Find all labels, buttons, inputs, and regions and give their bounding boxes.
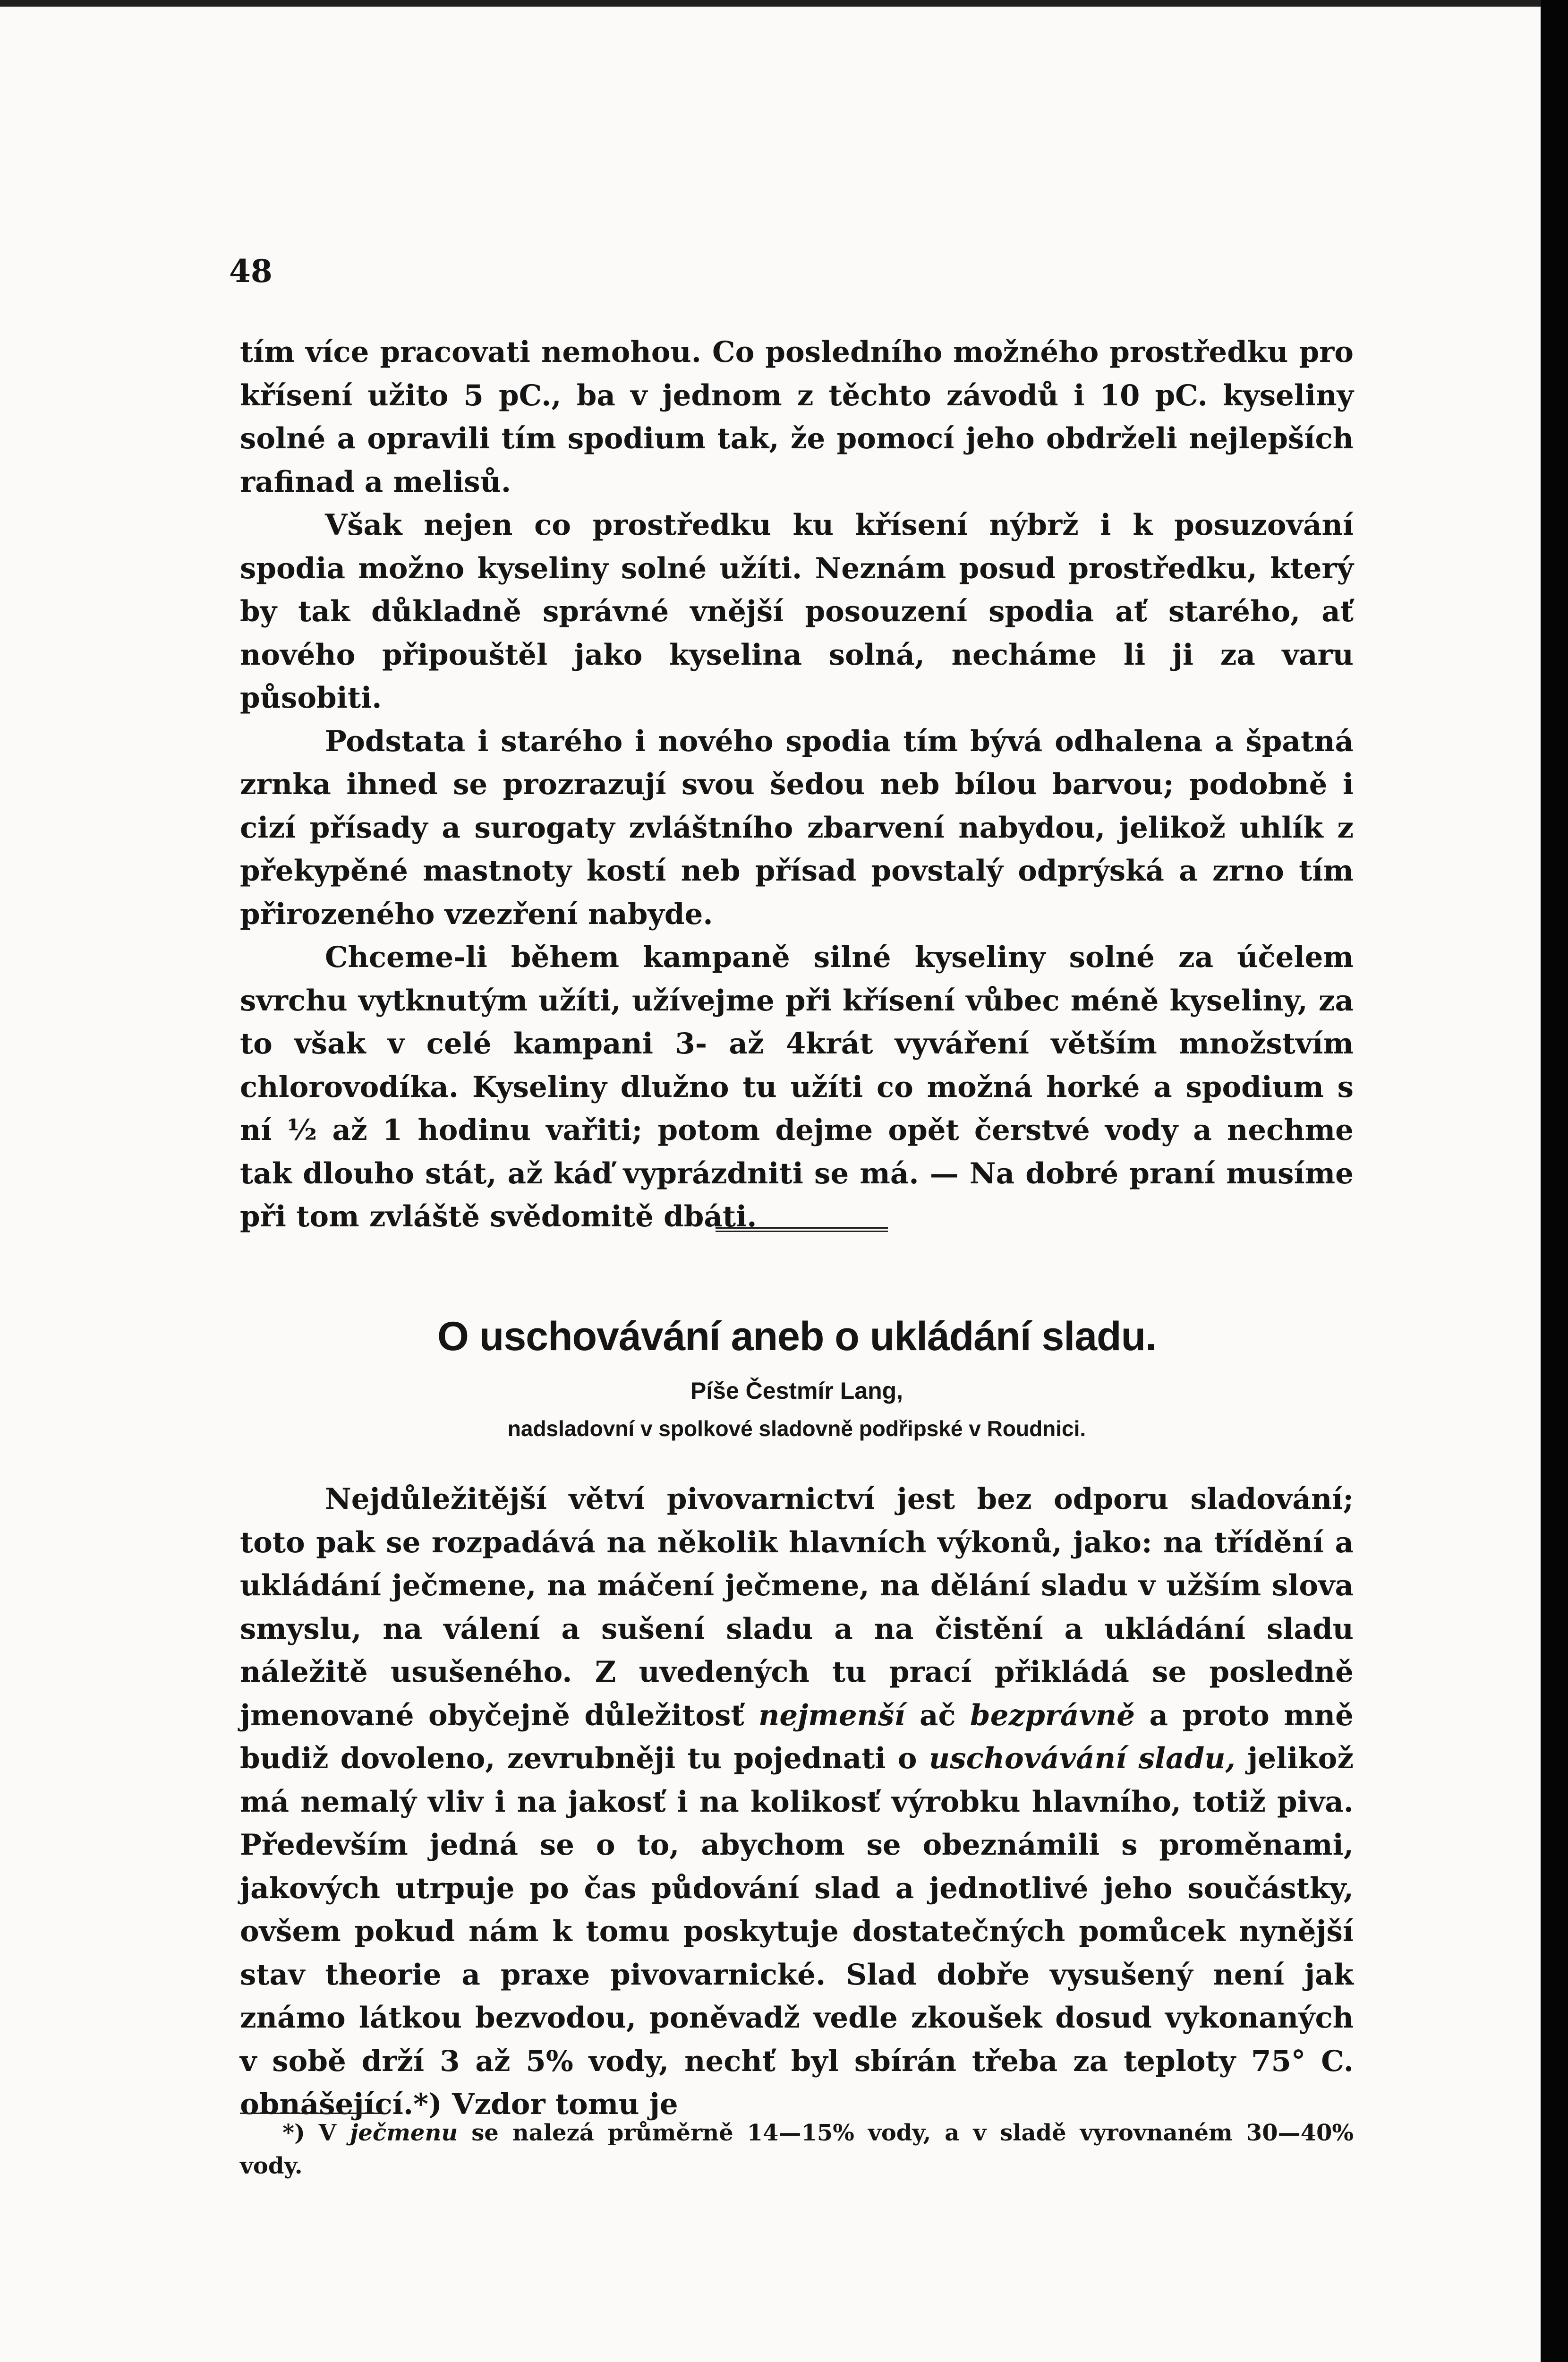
- emphasis: ječmenu: [350, 2120, 458, 2146]
- emphasis: bezprávně: [970, 1698, 1135, 1732]
- emphasis: nejmenší: [758, 1698, 905, 1732]
- paragraph: Chceme-li během kampaně silné kyseliny solné za účelem svrchu vytknutým užíti, užívejme při křísení vůbec méně kyseliny, za to však v celé kampani 3- až 4krát vyváření větším množstvím chlorovodíka. Kyseliny dlužno tu užíti co možná horké a spodium s ní ½ až 1 hodinu vařiti; potom dejme opět čerstvé vody a nechme tak dlouho stát, až káď vyprázdniti se má. — Na dobré praní musíme při tom zvláště svědomitě dbáti.: [240, 941, 1354, 1233]
- text-run: a proto mně budiž dovoleno, zevrubněji tu pojednati o: [240, 1698, 1354, 1775]
- text-run: jelikož má nemalý vliv i na jakosť i na kolikosť výrobku hlavního, totiž piva. Především jedná se o to, abychom se obeznámili s proměnami, jakových utrpuje po čas půdování slad a jednotlivé jeho součástky, ovšem pokud nám k tomu poskytuje dostatečných pomůcek nynější stav theorie a praxe pivovarnické. Slad dobře vysušený není jak známo látkou bezvodou, poněvadž vedle zkoušek dosud vykonaných v sobě drží 3 až 5% vody, nechť byl sbírán třeba za teploty 75° C. obnášející.*) Vzdor tomu je: [240, 1742, 1354, 2121]
- footnote-rule: [240, 2113, 382, 2114]
- page-number: 48: [229, 253, 273, 290]
- footnote-marker: *) V: [282, 2120, 337, 2146]
- scan-right-edge: [1541, 0, 1568, 2362]
- paragraph: Však nejen co prostředku ku křísení nýbrž i k posuzování spodia možno kyseliny solné užíti. Neznám posud prostředku, který by tak důkladně správné vnější posouzení spodia ať starého, ať nového připouštěl jako kyselina solná, necháme li ji za varu působiti.: [240, 508, 1354, 715]
- text-run: ač: [919, 1698, 956, 1732]
- previous-article-text: [240, 331, 1354, 1239]
- footnote-text: [240, 2116, 1354, 2182]
- text-run: Nejdůležitější větví pivovarnictví jest bez odporu sladování; toto pak se rozpadává na několik hlavních výkonů, jako: na třídění a ukládání ječmene, na máčení ječmene, na dělání sladu v užším slova smyslu, na válení a sušení sladu a na čistění a ukládání sladu náležitě usušeného. Z uvedených tu prací přikládá se posledně jmenované obyčejně důležitosť: [240, 1482, 1354, 1732]
- article-body: [240, 1478, 1354, 2126]
- article-byline: Píše Čestmír Lang,: [690, 1378, 903, 1404]
- emphasis: uschovávání sladu,: [929, 1742, 1236, 1775]
- paragraph: tím více pracovati nemohou. Co posledního možného prostředku pro křísení užito 5 pC., ba v jednom z těchto závodů i 10 pC. kyseliny solné a opravili tím spodium tak, že pomocí jeho obdrželi nejlepších rafinad a melisů.: [240, 335, 1354, 499]
- section-divider: [716, 1227, 888, 1232]
- article-title: O uschovávání aneb o ukládání sladu.: [437, 1314, 1156, 1359]
- paragraph: Podstata i starého i nového spodia tím bývá odhalena a špatná zrnka ihned se prozrazují svou šedou neb bílou barvou; podobně i cizí přísady a surogaty zvláštního zbarvení nabydou, jelikož uhlík z překypěné mastnoty kostí neb přísad povstalý odprýská a zrno tím přirozeného vzezření nabyde.: [240, 724, 1354, 931]
- scan-top-edge: [0, 0, 1541, 7]
- author-affiliation: nadsladovní v spolkové sladovně podřipské v Roudnici.: [507, 1416, 1086, 1441]
- paragraph: [240, 1478, 1354, 2126]
- text-run: se nalezá průměrně 14—15% vody, a v sladě vyrovnaném 30—40% vody.: [240, 2120, 1354, 2179]
- footnote: [240, 2116, 1354, 2182]
